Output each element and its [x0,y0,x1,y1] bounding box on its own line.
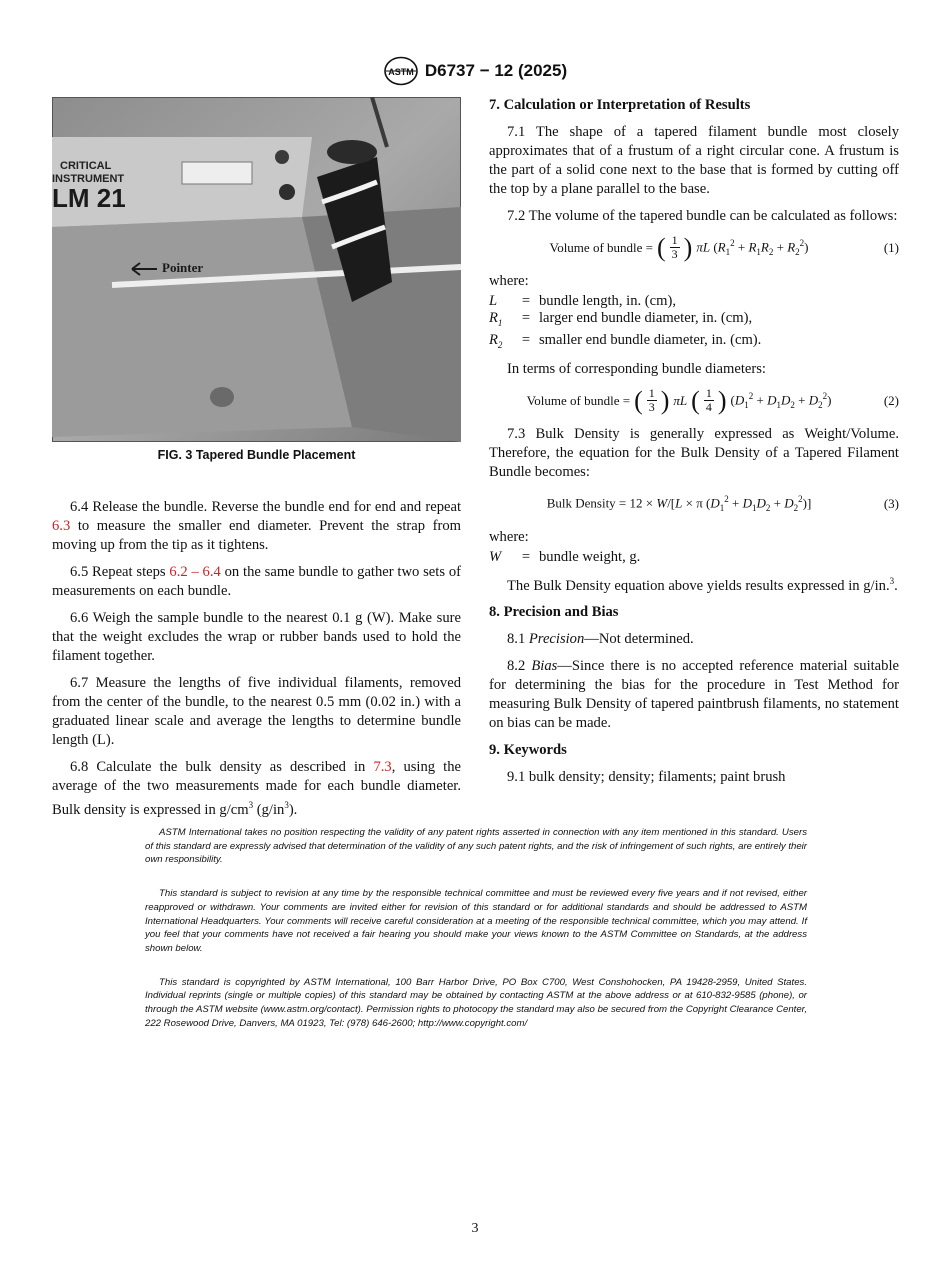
page-header [0,56,950,86]
equation-3-number: (3) [883,496,899,512]
equation-1-number: (1) [883,240,899,256]
paragraph-8-1: 8.1 Precision—Not determined. [507,631,694,648]
tapered-bundle-photo [52,97,461,442]
notice-patent: ASTM International takes no position respecting the validity of any patent rights asserted in connection with any item mentioned in this standard. Users of this standard are expressly advised that determination of the validity of any such patent rights, and the risk of infringement of such rights, are entirely their own responsibility. [145,827,807,866]
equation-3: Bulk Density = 12 × W/[L × π $(D_1^2 + D_1D_2 + D_2^2)$] (3) [546,493,899,513]
paragraph-6-8: 6.8 Calculate the bulk density as described in 7.3, using the average of the two measurements made for each bundle diameter. Bulk density is expressed in $g/cm^3$ $(g/in^3)$. [52,759,461,818]
svg-text:ASTM: ASTM [388,67,414,77]
photo-label-instrument: INSTRUMENT [52,173,125,185]
definition-L: bundle length, in. (cm), [539,292,676,309]
standard-designation: D6737 − 12 (2025) [424,61,568,80]
left-column [52,498,461,828]
variable-definitions-2: W = bundle weight, g. [489,548,641,565]
variable-definitions-1: L = bundle length, in. (cm), $R_1$ = larger end bundle diameter, in. (cm), $R_2$ = smaller end bundle diameter, in. (cm). [489,293,899,354]
section-9-heading: 9. Keywords [489,742,567,759]
photo-label-lm21: LM 21 [52,183,126,213]
paragraph-8-2: 8.2 Bias—Since there is no accepted reference material suitable for determining the bias for the procedure in Test Method for measuring Bulk Density of tapered paintbrush filaments, no statement on bias can be made. [489,658,899,732]
definition-W: bundle weight, g. [539,548,641,565]
paragraph-6-7: 6.7 Measure the lengths of five individual filaments, removed from the center of the bundle, to the nearest 0.5 mm (0.02 in.) with a graduated linear scale and average the lengths to determine bundle length (L). [52,675,461,748]
notice-copyright: This standard is copyrighted by ASTM International, 100 Barr Harbor Drive, PO Box C700, West Conshohocken, PA 19428-2959, United States. Individual reprints (single or multiple copies) of this standard may be obtained by contacting ASTM at the above address or at 610-832-9585 (phone), or through the ASTM website (www.astm.org/contact). Permission rights to photocopy the standard may also be secured from the Copyright Clearance Center, 222 Rosewood Drive, Danvers, MA 01923, Tel: (978) 646-2600; http://www.copyright.com/ [145,976,807,1029]
definition-R2: smaller end bundle diameter, in. (cm). [539,331,762,348]
notice-revision: This standard is subject to revision at any time by the responsible technical committee and must be reviewed every five years and if not revised, either reapproved or withdrawn. Your comments are invited either for revision of this standard or for additional standards and should be addressed to ASTM International Headquarters. Your comments will receive careful consideration at a meeting of the responsible technical committee, which you may attend. If you feel that your comments have not received a fair hearing you should make your views known to the ASTM Committee on Standards, at the address shown below. [145,888,807,954]
link-6-2-6-4[interactable]: 6.2 – 6.4 [169,564,221,580]
paragraph-yields: The Bulk Density equation above yields results expressed in g/in.$^3$. [507,575,898,594]
paragraph-7-2: 7.2 The volume of the tapered bundle can be calculated as follows: [507,208,898,224]
section-8-heading: 8. Precision and Bias [489,604,619,621]
definition-R1: larger end bundle diameter, in. (cm), [539,309,753,326]
astm-logo-icon [383,56,419,86]
paragraph-in-terms: In terms of corresponding bundle diameters: [507,360,766,377]
page-number: 3 [471,1221,479,1236]
photo-label-critical: CRITICAL [60,160,112,172]
equation-2-number: (2) [883,393,899,409]
link-6-3[interactable]: 6.3 [52,518,71,534]
paragraph-7-3: 7.3 Bulk Density is generally expressed as Weight/Volume. Therefore, the equation for the Bulk Density of a Tapered Filament Bundle becomes: [489,425,899,480]
equation-2: Volume of bundle = ( $\frac{1}{3}$ ) πL ( $\frac{1}{4}$ ) $(D_1^2 + D_1D_2 + D_2^2)$ (2) [526,385,899,415]
link-7-3[interactable]: 7.3 [373,759,392,775]
paragraph-6-4: 6.4 Release the bundle. Reverse the bundle end for end and repeat 6.3 to measure the smaller end diameter. Prevent the strap from moving up from the tip as it tightens. [52,499,461,553]
paragraph-9-1: 9.1 bulk density; density; filaments; paint brush [507,769,786,786]
figure-caption: FIG. 3 Tapered Bundle Placement [157,448,356,462]
where-label-2: where: [489,528,529,545]
right-column [489,94,899,795]
paragraph-6-6: 6.6 Weigh the sample bundle to the nearest 0.1 g (W). Make sure that the weight excludes the wrap or rubber bands used to hold the filament together. [52,610,461,664]
legal-notices [145,826,807,1050]
photo-label-pointer: Pointer [162,260,204,275]
paragraph-6-5: 6.5 Repeat steps 6.2 – 6.4 on the same bundle to gather two sets of measurements on each bundle. [52,564,461,599]
section-7-heading: 7. Calculation or Interpretation of Results [489,97,751,113]
equation-1: Volume of bundle = ( $\frac{1}{3}$ ) πL $(R_1^2 + R_1R_2 + R_2^2)$ (1) [549,232,899,262]
paragraph-7-1: 7.1 The shape of a tapered filament bundle most closely approximates that of a frustum of a right circular cone. A frustum is the part of a solid cone next to the base that is formed by cutting off the top by a plane parallel to the base. [489,124,899,197]
where-label-1: where: [489,272,529,289]
